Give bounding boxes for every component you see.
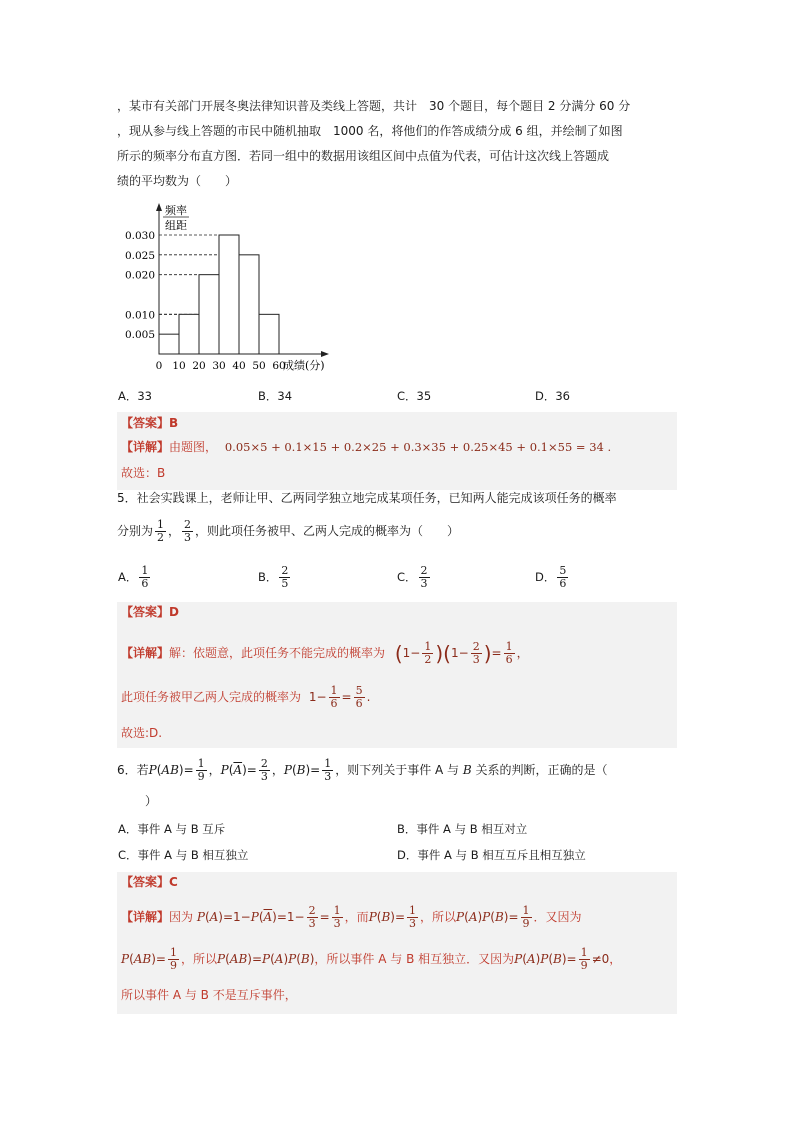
q5-conclusion: 故选:D. <box>121 726 163 740</box>
y-axis-arrow <box>156 203 162 211</box>
q5-line-1: 5．社会实践课上，老师让甲、乙两同学独立地完成某项任务，已知两人能完成该项任务的概率 <box>117 491 617 505</box>
q5-detail-2-formula: 1− $\frac{1}{6}$ = $\frac{5}{6}$ . <box>308 684 371 710</box>
q5-line-2: 分别为 $\frac{1}{2}$ ， $\frac{2}{3}$ ，则此项任务被甲、乙两人完成的概率为（ ） <box>117 518 460 544</box>
q4-line-1: ，某市有关部门开展冬奥法律知识普及类线上答题，共计 30 个题目，每个题目 2 分满分 60 分 <box>117 99 631 113</box>
q5-option-b[interactable]: B． $\frac{2}{5}$ <box>258 564 289 590</box>
q5-line2-post: ，则此项任务被甲、乙两人完成的概率为（ ） <box>195 524 460 538</box>
q5-option-c[interactable]: C． $\frac{2}{3}$ <box>397 564 428 590</box>
q6-detail-label: 【详解】 <box>121 910 170 924</box>
fraction: $\frac{2}{3}$ <box>184 518 192 544</box>
q4-detail-formula: 0.05×5 + 0.1×15 + 0.2×25 + 0.3×35 + 0.25×45 + 0.1×55 = 34 . <box>224 440 612 454</box>
y-tick-label: 0.005 <box>124 329 155 342</box>
q5-option-d[interactable]: D． $\frac{5}{6}$ <box>535 564 567 590</box>
q4-conclusion: 故选：B <box>121 466 166 480</box>
q4-answer-label: 【答案】B <box>121 416 179 430</box>
x-tick-label: 60 <box>272 360 286 372</box>
bar <box>179 314 199 354</box>
x-label: 成绩(分) <box>283 359 325 372</box>
q5-detail-text: 解：依题意，此项任务不能完成的概率为 <box>169 646 386 660</box>
q5-answer-panel <box>117 602 677 748</box>
y-label-bottom: 组距 <box>165 219 187 232</box>
x-tick-label: 10 <box>172 360 186 372</box>
q6-option-b[interactable]: B．事件 A 与 B 相互对立 <box>397 822 528 836</box>
q4-line-2: ，现从参与线上答题的市民中随机抽取 1000 名，将他们的作答成绩分成 6 组，并绘制了如图 <box>117 124 623 138</box>
q4-option-c[interactable]: C．35 <box>397 389 432 403</box>
q6-option-a[interactable]: A．事件 A 与 B 互斥 <box>118 822 226 836</box>
q4-line-3: 所示的频率分布直方图．若同一组中的数据用该组区间中点值为代表，可估计这次线上答题成 <box>117 149 610 163</box>
q4-option-d[interactable]: D．36 <box>535 389 570 403</box>
y-tick-label: 0.025 <box>124 249 155 262</box>
bar <box>199 275 219 354</box>
x-axis-arrow <box>321 351 329 357</box>
x-tick-label: 50 <box>252 360 266 372</box>
q6-detail-line-3: 所以事件 A 与 B 不是互斥事件， <box>121 988 297 1002</box>
x-tick-label: 20 <box>192 360 206 372</box>
q5-option-a[interactable]: A． $\frac{1}{6}$ <box>118 564 149 590</box>
bar <box>239 255 259 354</box>
q5-line2-pre: 分别为 <box>117 524 154 538</box>
q4-option-b[interactable]: B．34 <box>258 389 293 403</box>
bar <box>219 235 239 354</box>
q5-detail-label: 【详解】 <box>121 646 170 660</box>
q5-detail-formula: (1− $\frac{1}{2}$ )(1− $\frac{2}{3}$ )= $\frac{1}{6}$ ， <box>394 640 529 666</box>
q4-answer-panel <box>117 412 677 490</box>
q6-option-d[interactable]: D．事件 A 与 B 相互互斥且相互独立 <box>397 848 586 862</box>
bar <box>159 334 179 354</box>
fraction: $\frac{1}{2}$ <box>157 518 165 544</box>
q4-line-4: 绩的平均数为（ ） <box>117 174 238 188</box>
q5-detail-2: 此项任务被甲乙两人完成的概率为 <box>121 690 302 704</box>
q6-answer-label: 【答案】C <box>121 875 178 889</box>
x-tick-label: 40 <box>232 360 246 372</box>
y-tick-label: 0.030 <box>124 230 155 242</box>
q4-option-a[interactable]: A．33 <box>118 389 153 403</box>
y-label-top: 频率 <box>165 204 187 217</box>
q5-answer-label: 【答案】D <box>121 605 179 619</box>
q6-line-1: 6．若P(AB)= $\frac{1}{9}$ ，$P(\overline{A})=$ $\frac{2}{3}$ ，P(B)= $\frac{1}{3}$ ，则下列关于事件 A 与 B 关系的判断，正确的是（ <box>117 757 608 783</box>
y-tick-label: 0.020 <box>124 269 155 282</box>
histogram-chart <box>117 198 357 380</box>
q4-detail-label: 【详解】 <box>121 440 170 454</box>
y-tick-label: 0.010 <box>124 309 155 322</box>
q6-option-c[interactable]: C．事件 A 与 B 相互独立 <box>118 848 249 862</box>
x-tick-label: 30 <box>212 360 226 372</box>
q6-line-2: ） <box>145 794 158 808</box>
q4-detail-text: 由题图， <box>169 440 218 454</box>
x-tick-label: 0 <box>155 360 163 372</box>
q6-answer-panel: 【答案】C 【详解】因为 $P(A)=1-P(\overline{A})=1-$ $\frac{2}{3}$ = $\frac{1}{3}$ ，而P(B)= $\frac{1}{3}$ ，所以P(A)P(B)= $\frac{1}{9}$ ．又因为 P(AB)= $\frac{1}{9}$ ，所以P(AB)=P(A)P(B)，所以事件 A 与 B 相互独立．又因为P(A)P(B)= $\frac{1}{9}$ ≠0， 所以事件 A 与 B 不是互斥事件， <box>117 872 677 1014</box>
bar <box>259 314 279 354</box>
